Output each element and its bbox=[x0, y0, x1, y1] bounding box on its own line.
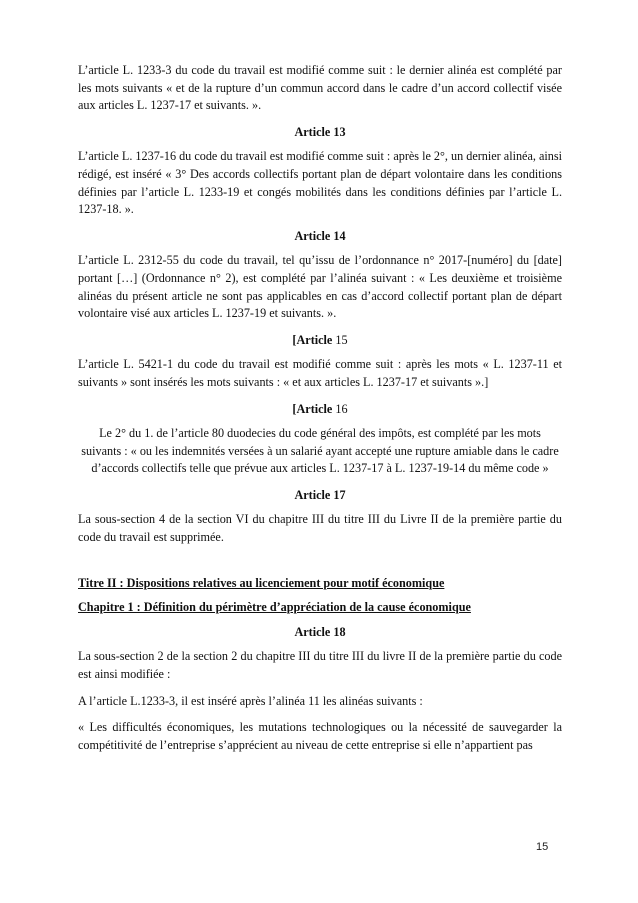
chapitre-1-heading: Chapitre 1 : Définition du périmètre d’appréciation de la cause économique bbox=[78, 600, 471, 615]
paragraph-article-18-insertion: A l’article L.1233-3, il est inséré après l’alinéa 11 les alinéas suivants : bbox=[78, 693, 423, 708]
article-18-heading: Article 18 bbox=[294, 624, 346, 639]
paragraph-article-15-text: L’article L. 5421-1 du code du travail est modifié comme suit : après les mots « L. 1237-11 et suivants » sont insérés les mots suivants : « et aux articles L. 1237-17 et suivants ».] bbox=[78, 357, 562, 389]
document-body bbox=[78, 62, 562, 763]
article-15-heading bbox=[78, 332, 562, 350]
paragraph-article-18-intro: La sous-section 2 de la section 2 du chapitre III du titre III du livre II de la première partie du code est ainsi modifiée : bbox=[78, 649, 562, 682]
paragraph-article-14-text: L’article L. 2312-55 du code du travail, tel qu’issu de l’ordonnance n° 2017-[numéro] du [date] portant […] (Ordonnance n° 2), est complété par l’alinéa suivant : « Les deuxième et troisième alinéas du présent article ne sont pas applicables en cas d’accord collectif portant plan de départ volontaire visé aux articles L. 1237-19 et suivants. ». bbox=[78, 253, 562, 321]
paragraph-article-13-text: L’article L. 1237-16 du code du travail est modifié comme suit : après le 2°, un dernier alinéa, ainsi rédigé, est inséré « 3° Des accords collectifs portant plan de départ volontaire dans les conditions définies par l’article L. 1233-19 et congés mobilités dans les conditions définies par l’article L. 1237-18. ». bbox=[78, 149, 562, 217]
paragraph-article-12-text: L’article L. 1233-3 du code du travail est modifié comme suit : le dernier alinéa est complété par les mots suivants « et de la rupture d’un commun accord dans le cadre d’un accord collectif visée aux articles L. 1237-17 et suivants. ». bbox=[78, 63, 562, 113]
paragraph-article-16-text: Le 2° du 1. de l’article 80 duodecies du code général des impôts, est complété par les mots suivants : « ou les indemnités versées à un salarié ayant accepté une rupture amiable dans le cadre d’accords collectifs telle que prévue aux articles L. 1237-17 à L. 1237-19-14 du même code » bbox=[81, 426, 559, 476]
article-15-word: [Article bbox=[292, 332, 333, 347]
paragraph-article-17-text: La sous-section 4 de la section VI du chapitre III du titre III du Livre II de la première partie du code du travail est supprimée. bbox=[78, 512, 562, 545]
article-17-heading: Article 17 bbox=[294, 487, 346, 502]
article-14-heading: Article 14 bbox=[294, 228, 346, 243]
article-13-heading: Article 13 bbox=[294, 124, 346, 139]
article-16-number: 16 bbox=[335, 401, 348, 416]
article-16-heading bbox=[78, 401, 562, 419]
section-spacer bbox=[78, 556, 562, 575]
paragraph-article-18-quote: « Les difficultés économiques, les mutations technologiques ou la nécessité de sauvegarder la compétitivité de l’entreprise s’apprécient au niveau de cette entreprise si elle n’appartient pas bbox=[78, 720, 562, 752]
page-number: 15 bbox=[536, 841, 549, 853]
article-15-number: 15 bbox=[335, 332, 348, 347]
titre-2-heading: Titre II : Dispositions relatives au licenciement pour motif économique bbox=[78, 575, 445, 590]
article-16-word: [Article bbox=[292, 401, 333, 416]
